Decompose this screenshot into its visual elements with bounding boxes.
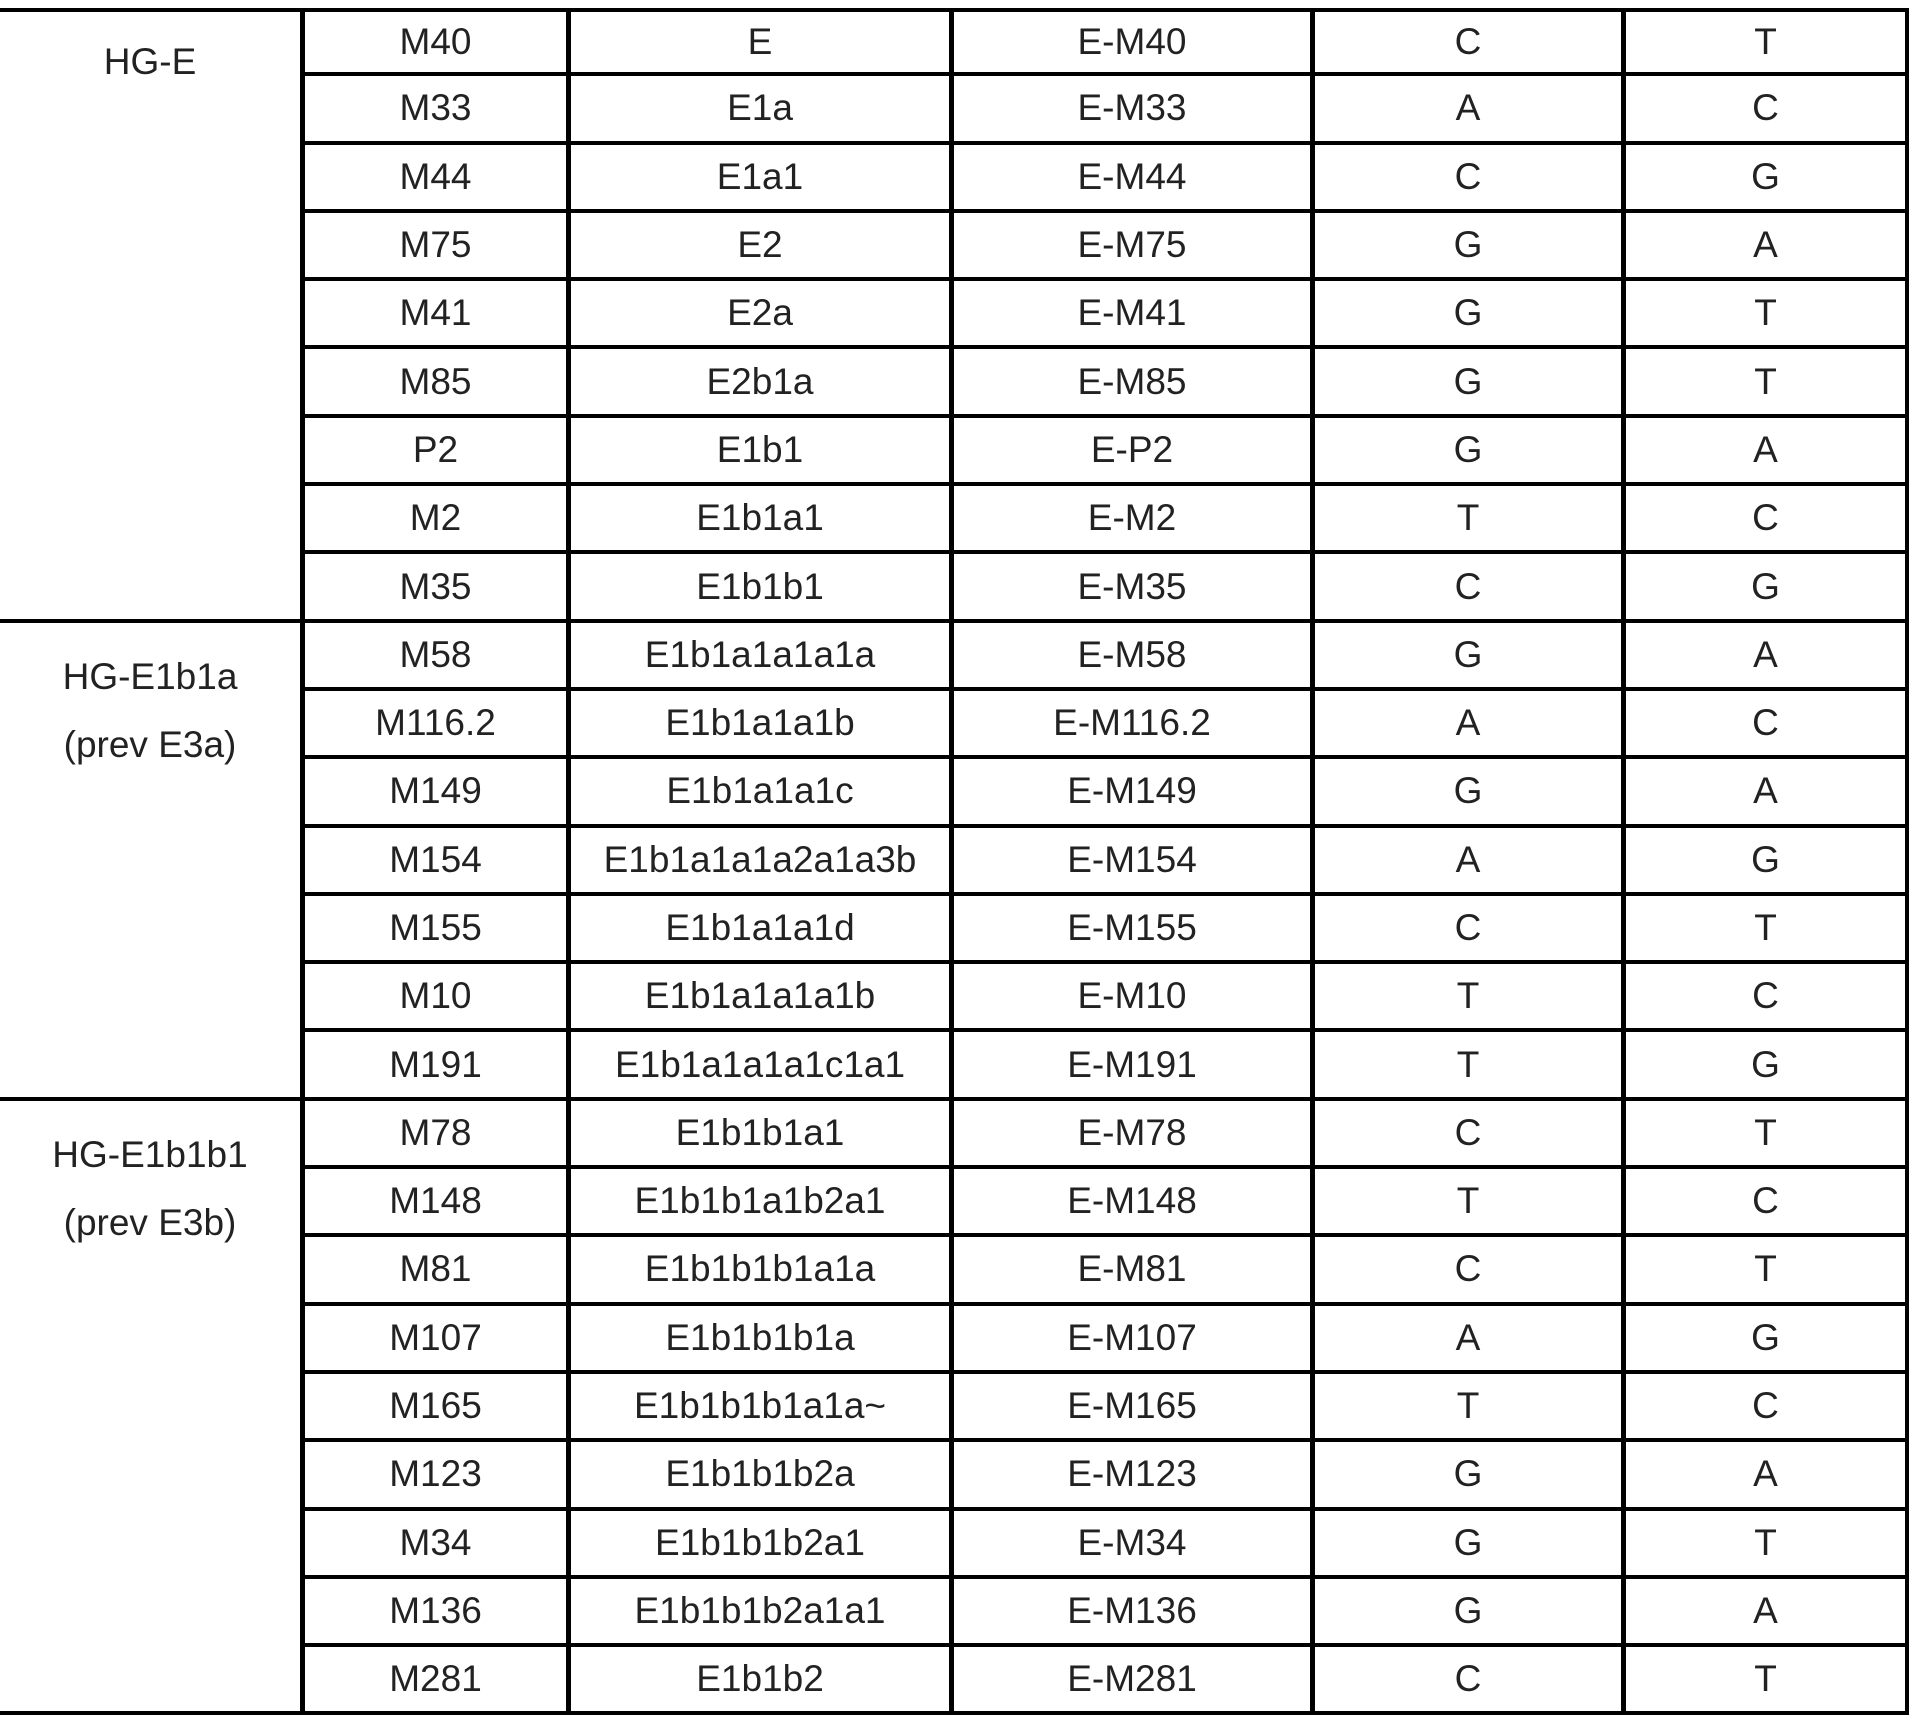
table-row: [305, 349, 1909, 417]
table-row: [305, 554, 1909, 622]
ancestral-allele-cell: T: [1315, 1374, 1626, 1442]
derived-allele-cell: C: [1626, 964, 1909, 1032]
haplogroup-cell: E1b1a1a1d: [571, 896, 954, 964]
ancestral-allele-cell: C: [1315, 8, 1626, 76]
marker-cell: M34: [305, 1511, 571, 1579]
ancestral-allele-cell: C: [1315, 554, 1626, 622]
name-cell: E-M34: [954, 1511, 1315, 1579]
table-row: [305, 964, 1909, 1032]
marker-cell: M2: [305, 486, 571, 554]
marker-cell: M148: [305, 1169, 571, 1237]
table-group: [0, 8, 1909, 623]
haplogroup-cell: E1b1b1: [571, 554, 954, 622]
name-cell: E-P2: [954, 418, 1315, 486]
ancestral-allele-cell: A: [1315, 1306, 1626, 1374]
ancestral-allele-cell: T: [1315, 1169, 1626, 1237]
derived-allele-cell: G: [1626, 1032, 1909, 1100]
ancestral-allele-cell: G: [1315, 1511, 1626, 1579]
ancestral-allele-cell: G: [1315, 349, 1626, 417]
haplogroup-cell: E2a: [571, 281, 954, 349]
haplogroup-cell: E1b1b1b2a1: [571, 1511, 954, 1579]
derived-allele-cell: T: [1626, 8, 1909, 76]
group-label: [0, 1101, 305, 1715]
marker-cell: M44: [305, 145, 571, 213]
haplogroup-cell: E1b1b1b2a1a1: [571, 1579, 954, 1647]
derived-allele-cell: C: [1626, 76, 1909, 144]
derived-allele-cell: T: [1626, 349, 1909, 417]
ancestral-allele-cell: T: [1315, 486, 1626, 554]
ancestral-allele-cell: T: [1315, 1032, 1626, 1100]
marker-cell: M154: [305, 828, 571, 896]
marker-cell: M136: [305, 1579, 571, 1647]
table-row: [305, 896, 1909, 964]
derived-allele-cell: T: [1626, 896, 1909, 964]
group-label: [0, 623, 305, 1101]
name-cell: E-M116.2: [954, 691, 1315, 759]
table-row: [305, 281, 1909, 349]
table-row: [305, 1169, 1909, 1237]
marker-cell: M41: [305, 281, 571, 349]
name-cell: E-M35: [954, 554, 1315, 622]
marker-cell: M123: [305, 1442, 571, 1510]
ancestral-allele-cell: C: [1315, 1237, 1626, 1305]
derived-allele-cell: G: [1626, 554, 1909, 622]
name-cell: E-M155: [954, 896, 1315, 964]
derived-allele-cell: G: [1626, 1306, 1909, 1374]
haplogroup-cell: E: [571, 8, 954, 76]
marker-cell: M40: [305, 8, 571, 76]
name-cell: E-M33: [954, 76, 1315, 144]
marker-cell: M107: [305, 1306, 571, 1374]
name-cell: E-M75: [954, 213, 1315, 281]
group-label-line: (prev E3b): [63, 1201, 237, 1243]
table-row: [305, 1442, 1909, 1510]
haplogroup-cell: E1b1b1b1a: [571, 1306, 954, 1374]
table-row: [305, 418, 1909, 486]
name-cell: E-M107: [954, 1306, 1315, 1374]
table-row: [305, 1647, 1909, 1715]
table-row: [305, 1306, 1909, 1374]
derived-allele-cell: A: [1626, 213, 1909, 281]
name-cell: E-M154: [954, 828, 1315, 896]
name-cell: E-M58: [954, 623, 1315, 691]
table-row: [305, 1579, 1909, 1647]
table-row: [305, 1032, 1909, 1100]
haplogroup-cell: E1b1a1a1a2a1a3b: [571, 828, 954, 896]
derived-allele-cell: T: [1626, 1647, 1909, 1715]
derived-allele-cell: T: [1626, 1237, 1909, 1305]
group-label-line: HG-E1b1b1: [52, 1133, 248, 1175]
group-label-line: (prev E3a): [63, 723, 237, 765]
table-row: [305, 213, 1909, 281]
ancestral-allele-cell: G: [1315, 281, 1626, 349]
haplogroup-cell: E1b1b1b1a1a: [571, 1237, 954, 1305]
haplogroup-cell: E1b1a1a1a1b: [571, 964, 954, 1032]
haplogroup-cell: E1b1: [571, 418, 954, 486]
haplogroup-cell: E1a: [571, 76, 954, 144]
marker-cell: P2: [305, 418, 571, 486]
derived-allele-cell: C: [1626, 691, 1909, 759]
ancestral-allele-cell: G: [1315, 623, 1626, 691]
marker-cell: M35: [305, 554, 571, 622]
name-cell: E-M41: [954, 281, 1315, 349]
haplogroup-cell: E1a1: [571, 145, 954, 213]
table-group: [0, 1101, 1909, 1715]
table-row: [305, 1511, 1909, 1579]
table-row: [305, 145, 1909, 213]
haplogroup-cell: E1b1b1a1: [571, 1101, 954, 1169]
marker-cell: M281: [305, 1647, 571, 1715]
table-group: [0, 623, 1909, 1101]
marker-cell: M116.2: [305, 691, 571, 759]
marker-cell: M78: [305, 1101, 571, 1169]
table-row: [305, 486, 1909, 554]
derived-allele-cell: T: [1626, 1511, 1909, 1579]
ancestral-allele-cell: C: [1315, 145, 1626, 213]
ancestral-allele-cell: A: [1315, 691, 1626, 759]
haplogroup-cell: E1b1a1: [571, 486, 954, 554]
derived-allele-cell: A: [1626, 623, 1909, 691]
haplogroup-cell: E2b1a: [571, 349, 954, 417]
marker-cell: M33: [305, 76, 571, 144]
derived-allele-cell: T: [1626, 281, 1909, 349]
name-cell: E-M165: [954, 1374, 1315, 1442]
haplogroup-cell: E1b1b1b1a1a~: [571, 1374, 954, 1442]
table-row: [305, 1374, 1909, 1442]
ancestral-allele-cell: G: [1315, 213, 1626, 281]
marker-cell: M85: [305, 349, 571, 417]
group-label-line: HG-E: [103, 41, 197, 82]
name-cell: E-M136: [954, 1579, 1315, 1647]
derived-allele-cell: C: [1626, 1374, 1909, 1442]
ancestral-allele-cell: G: [1315, 1579, 1626, 1647]
marker-cell: M165: [305, 1374, 571, 1442]
table-row: [305, 8, 1909, 76]
haplogroup-cell: E1b1a1a1a1a: [571, 623, 954, 691]
table-row: [305, 623, 1909, 691]
ancestral-allele-cell: C: [1315, 1101, 1626, 1169]
haplogroup-marker-table: [0, 8, 1909, 1704]
ancestral-allele-cell: A: [1315, 828, 1626, 896]
derived-allele-cell: A: [1626, 1579, 1909, 1647]
ancestral-allele-cell: G: [1315, 1442, 1626, 1510]
table-row: [305, 1237, 1909, 1305]
derived-allele-cell: G: [1626, 145, 1909, 213]
table-row: [305, 76, 1909, 144]
haplogroup-cell: E1b1a1a1c: [571, 759, 954, 827]
derived-allele-cell: G: [1626, 828, 1909, 896]
haplogroup-cell: E1b1a1a1a1c1a1: [571, 1032, 954, 1100]
ancestral-allele-cell: T: [1315, 964, 1626, 1032]
name-cell: E-M44: [954, 145, 1315, 213]
name-cell: E-M149: [954, 759, 1315, 827]
derived-allele-cell: A: [1626, 418, 1909, 486]
marker-cell: M81: [305, 1237, 571, 1305]
name-cell: E-M2: [954, 486, 1315, 554]
table-row: [305, 759, 1909, 827]
name-cell: E-M281: [954, 1647, 1315, 1715]
haplogroup-cell: E1b1b2: [571, 1647, 954, 1715]
derived-allele-cell: A: [1626, 759, 1909, 827]
name-cell: E-M40: [954, 8, 1315, 76]
name-cell: E-M10: [954, 964, 1315, 1032]
name-cell: E-M81: [954, 1237, 1315, 1305]
group-label: [0, 8, 305, 623]
marker-cell: M155: [305, 896, 571, 964]
marker-cell: M10: [305, 964, 571, 1032]
table-row: [305, 1101, 1909, 1169]
haplogroup-cell: E1b1b1b2a: [571, 1442, 954, 1510]
table-row: [305, 691, 1909, 759]
ancestral-allele-cell: C: [1315, 1647, 1626, 1715]
marker-cell: M149: [305, 759, 571, 827]
name-cell: E-M191: [954, 1032, 1315, 1100]
haplogroup-cell: E1b1b1a1b2a1: [571, 1169, 954, 1237]
name-cell: E-M85: [954, 349, 1315, 417]
name-cell: E-M78: [954, 1101, 1315, 1169]
name-cell: E-M148: [954, 1169, 1315, 1237]
marker-cell: M191: [305, 1032, 571, 1100]
name-cell: E-M123: [954, 1442, 1315, 1510]
ancestral-allele-cell: C: [1315, 896, 1626, 964]
marker-cell: M75: [305, 213, 571, 281]
haplogroup-cell: E2: [571, 213, 954, 281]
derived-allele-cell: C: [1626, 486, 1909, 554]
ancestral-allele-cell: A: [1315, 76, 1626, 144]
derived-allele-cell: T: [1626, 1101, 1909, 1169]
derived-allele-cell: C: [1626, 1169, 1909, 1237]
marker-cell: M58: [305, 623, 571, 691]
table-row: [305, 828, 1909, 896]
derived-allele-cell: A: [1626, 1442, 1909, 1510]
group-label-line: HG-E1b1a: [62, 655, 238, 697]
haplogroup-cell: E1b1a1a1b: [571, 691, 954, 759]
ancestral-allele-cell: G: [1315, 759, 1626, 827]
ancestral-allele-cell: G: [1315, 418, 1626, 486]
